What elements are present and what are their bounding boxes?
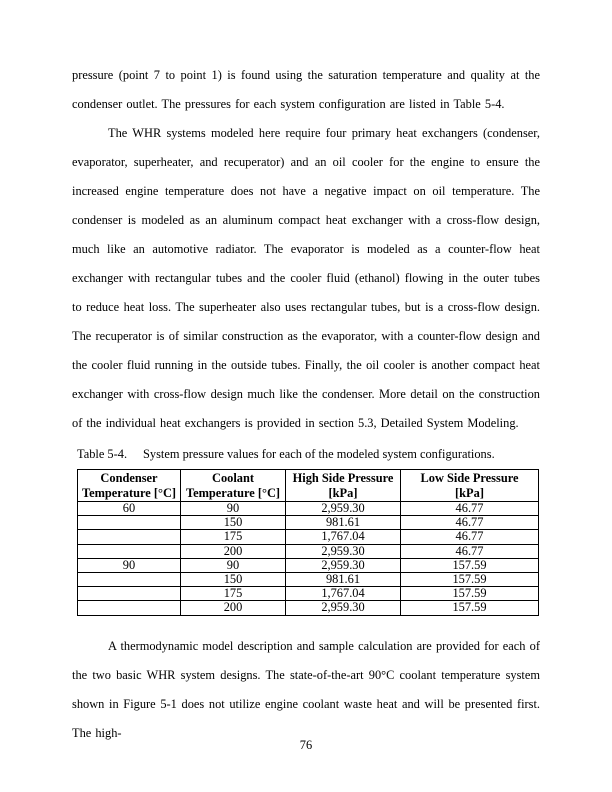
- table-cell: 200: [181, 601, 286, 615]
- table-cell: 2,959.30: [286, 544, 401, 558]
- header-line: [kPa]: [455, 485, 484, 500]
- table-cell: 175: [181, 587, 286, 601]
- header-line: Temperature [°C]: [81, 485, 177, 500]
- table-cell: 46.77: [401, 530, 539, 544]
- paragraph-thermodynamic-model: A thermodynamic model description and sample calculation are provided for each of the two basic WHR system designs. The state-of-the-art 90°C coolant temperature system shown in Figure 5-1 does not utilize engine coolant waste heat and will be presented first. The high-: [72, 638, 540, 740]
- table-cell: [78, 573, 181, 587]
- header-line: Temperature [°C]: [185, 485, 281, 500]
- table-row: [78, 573, 539, 587]
- header-line: High Side Pressure: [292, 471, 394, 485]
- system-pressure-table: [77, 469, 539, 616]
- table-row: [78, 558, 539, 572]
- table-cell: 981.61: [286, 573, 401, 587]
- column-header-coolant-temperature: [181, 470, 286, 502]
- table-cell: 46.77: [401, 516, 539, 530]
- header-line: Condenser: [100, 471, 158, 485]
- table-cell: 90: [78, 558, 181, 572]
- table-cell: 1,767.04: [286, 530, 401, 544]
- table-caption-text: System pressure values for each of the modeled system configurations.: [143, 447, 495, 461]
- column-header-high-side-pressure: [286, 470, 401, 502]
- table-cell: 2,959.30: [286, 601, 401, 615]
- table-cell: 157.59: [401, 587, 539, 601]
- table-row: [78, 544, 539, 558]
- table-header-row: [78, 470, 539, 502]
- table-cell: 2,959.30: [286, 558, 401, 572]
- table-cell: 200: [181, 544, 286, 558]
- table-cell: 60: [78, 502, 181, 516]
- table-row: [78, 530, 539, 544]
- table-row: [78, 587, 539, 601]
- column-header-condenser-temperature: [78, 470, 181, 502]
- table-cell: [78, 516, 181, 530]
- table-cell: 150: [181, 516, 286, 530]
- header-line: [kPa]: [328, 485, 358, 500]
- table-cell: 46.77: [401, 544, 539, 558]
- table-cell: 2,959.30: [286, 502, 401, 516]
- table-cell: 157.59: [401, 601, 539, 615]
- table-row: [78, 601, 539, 615]
- table-cell: 90: [181, 558, 286, 572]
- table-cell: 175: [181, 530, 286, 544]
- table-cell: [78, 601, 181, 615]
- table-caption-label: Table 5-4.: [77, 447, 128, 461]
- table-caption: [77, 445, 540, 463]
- table-cell: [78, 530, 181, 544]
- table-cell: 46.77: [401, 502, 539, 516]
- table-cell: 1,767.04: [286, 587, 401, 601]
- table-cell: 157.59: [401, 573, 539, 587]
- header-line: Coolant: [212, 471, 254, 485]
- table-cell: 157.59: [401, 558, 539, 572]
- page-number: 76: [299, 738, 313, 752]
- table-row: [78, 502, 539, 516]
- table-cell: [78, 587, 181, 601]
- header-line: Low Side Pressure: [420, 471, 519, 485]
- table-cell: [78, 544, 181, 558]
- column-header-low-side-pressure: [401, 470, 539, 502]
- table-cell: 981.61: [286, 516, 401, 530]
- table-cell: 150: [181, 573, 286, 587]
- table-row: [78, 516, 539, 530]
- paragraph-condenser-pressure: pressure (point 7 to point 1) is found using the saturation temperature and quality at the condenser outlet. The pressures for each system configuration are listed in Table 5-4.: [72, 68, 540, 111]
- paragraph-whr-heat-exchangers: The WHR systems modeled here require four primary heat exchangers (condenser, evaporator, superheater, and recuperator) and an oil cooler for the engine to ensure the increased engine temperature does not have a negative impact on oil temperature. The condenser is modeled as an aluminum compact heat exchanger with a cross-flow design, much like an automotive radiator. The evaporator is modeled as a counter-flow heat exchanger with rectangular tubes and the cooler fluid (ethanol) flowing in the outer tubes to reduce heat loss. The superheater also uses rectangular tubes, but is a cross-flow design. The recuperator is of similar construction as the evaporator, with a counter-flow design and the cooler fluid running in the outside tubes. Finally, the oil cooler is another compact heat exchanger with cross-flow design much like the condenser. More detail on the construction of the individual heat exchangers is provided in section 5.3, Detailed System Modeling.: [72, 126, 540, 430]
- table-cell: 90: [181, 502, 286, 516]
- page-content: [72, 61, 540, 748]
